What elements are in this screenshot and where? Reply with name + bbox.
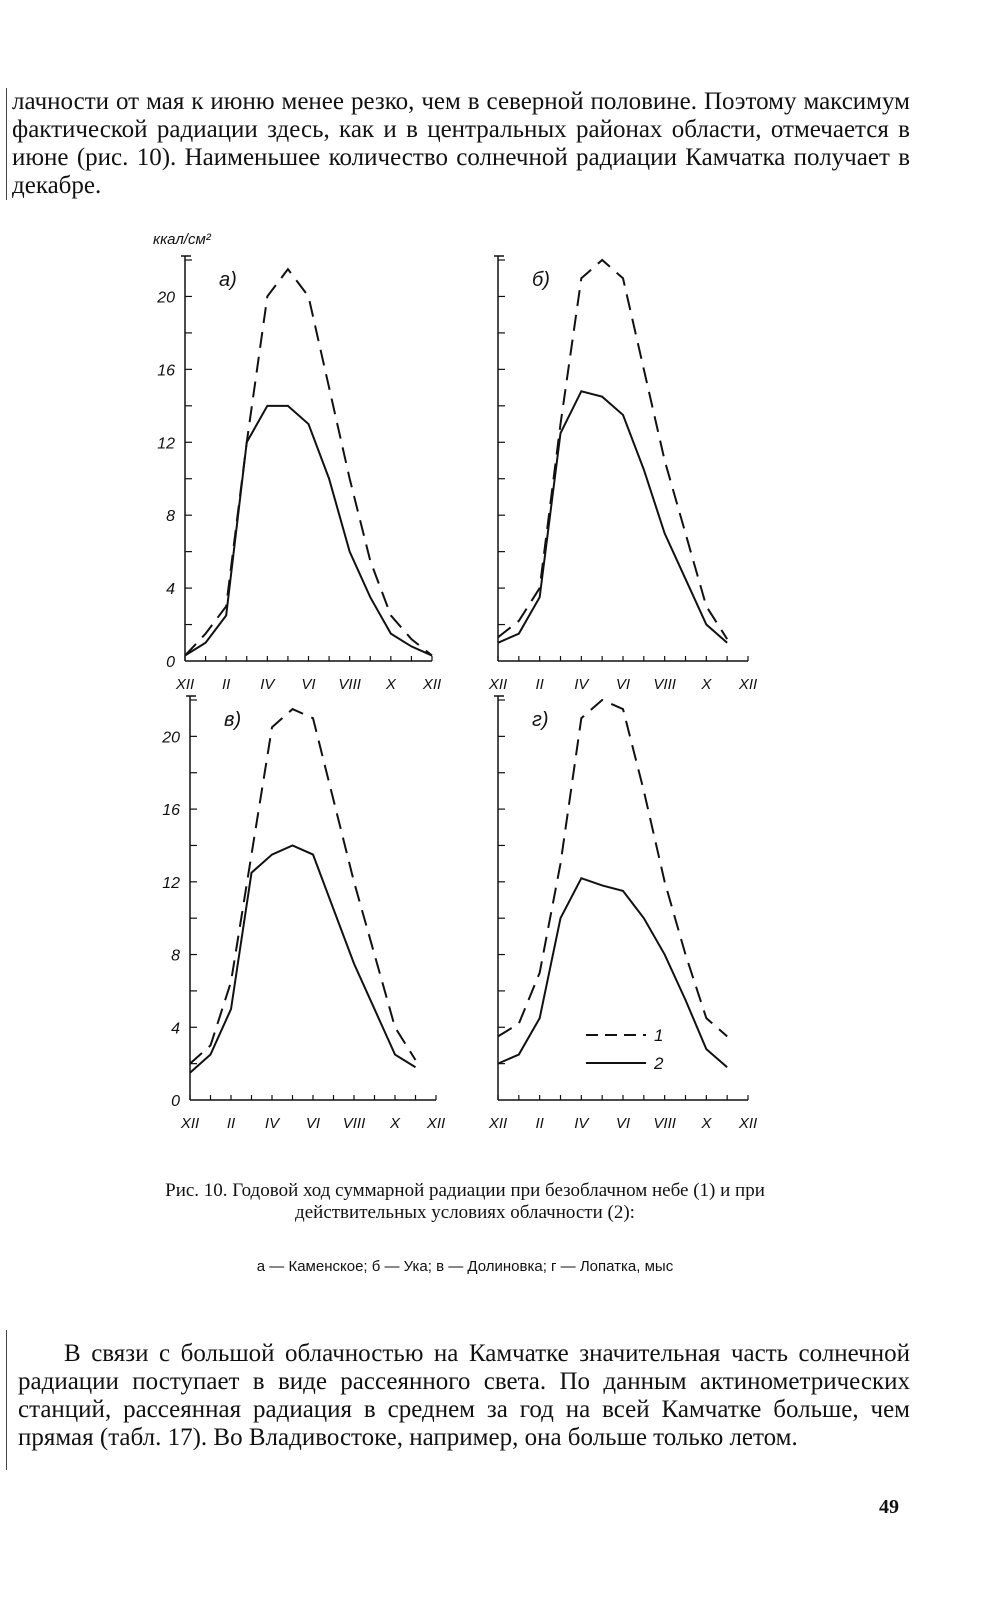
margin-rule	[6, 1330, 7, 1470]
panel-label: б)	[532, 269, 550, 291]
y-tick-label: 12	[162, 874, 180, 892]
x-tick-label: VIII	[338, 676, 361, 693]
margin-rule	[6, 88, 7, 200]
x-tick-label: VI	[305, 1115, 321, 1132]
x-tick-label: VIII	[342, 1115, 366, 1132]
y-tick-label: 16	[157, 362, 175, 380]
y-tick-label: 0	[171, 1093, 180, 1110]
x-tick-label: II	[226, 1115, 236, 1132]
x-tick-label: IV	[264, 1115, 280, 1132]
y-axis-label: ккал/см²	[153, 231, 211, 248]
legend-label: 2	[654, 1054, 664, 1073]
x-tick-label: X	[389, 1115, 401, 1132]
figure-caption-legend: а — Каменское; б — Ука; в — Долиновка; г — Лопатка, мыс	[256, 1258, 674, 1275]
x-tick-label: XII	[738, 1115, 758, 1132]
paragraph-top: лачности от мая к июню менее резко, чем в северной половине. Поэтому максимум фактической радиации здесь, как и в центральных районах области, отмечается в июне (рис. 10). Наименьшее количество солнечной радиации Камчатка получает в декабре.	[12, 88, 910, 199]
series-line-2	[190, 845, 416, 1072]
x-tick-label: XII	[426, 1115, 446, 1132]
x-tick-label: IV	[574, 1115, 589, 1132]
series-line-1	[190, 709, 416, 1064]
y-tick-label: 4	[171, 1020, 180, 1038]
x-tick-label: VI	[615, 676, 631, 693]
figure-caption: Рис. 10. Годовой ход суммарной радиации при безоблачном небе (1) и при действительных условиях облачности (2):	[165, 1180, 765, 1223]
panel-label: г)	[532, 709, 549, 731]
series-line-2	[185, 406, 432, 656]
panel-label: а)	[219, 269, 237, 291]
x-tick-label: II	[221, 676, 231, 693]
x-tick-label: II	[535, 676, 544, 693]
y-tick-label: 0	[166, 654, 175, 671]
y-tick-label: 12	[157, 435, 175, 453]
series-line-2	[498, 391, 727, 643]
x-tick-label: IV	[260, 676, 275, 693]
series-line-2	[498, 878, 727, 1067]
y-tick-label: 8	[171, 947, 180, 965]
x-tick-label: XII	[488, 676, 508, 693]
legend-label: 1	[654, 1026, 664, 1045]
series-line-1	[498, 260, 727, 639]
y-tick-label: 4	[166, 581, 175, 599]
series-line-1	[185, 269, 432, 655]
y-tick-label: 8	[166, 508, 175, 526]
x-tick-label: II	[535, 1115, 544, 1132]
x-tick-label: VI	[615, 1115, 631, 1132]
x-tick-label: VI	[301, 676, 316, 693]
x-tick-label: IV	[574, 676, 589, 693]
page-number: 49	[879, 1496, 899, 1518]
panel-label: в)	[224, 709, 242, 731]
figure-10	[0, 230, 991, 1170]
y-tick-label: 20	[162, 729, 180, 747]
y-tick-label: 16	[162, 802, 180, 820]
x-tick-label: XII	[175, 676, 195, 693]
series-line-1	[498, 700, 727, 1036]
x-tick-label: X	[385, 676, 396, 693]
paragraph-bottom: В связи с большой облачностью на Камчатке значительная часть солнечной радиации поступает в виде рассеянного света. По данным актинометрических станций, рассеянная радиация в среднем за год на всей Камчатке больше, чем прямая (табл. 17). Во Владивостоке, например, она больше только летом.	[18, 1340, 910, 1451]
x-tick-label: XII	[738, 676, 758, 693]
x-tick-label: VIII	[653, 1115, 676, 1132]
x-tick-label: X	[701, 1115, 712, 1132]
x-tick-label: XII	[180, 1115, 200, 1132]
x-tick-label: X	[701, 676, 712, 693]
x-tick-label: VIII	[653, 676, 676, 693]
x-tick-label: XII	[488, 1115, 508, 1132]
x-tick-label: XII	[422, 676, 442, 693]
y-tick-label: 20	[157, 289, 175, 307]
